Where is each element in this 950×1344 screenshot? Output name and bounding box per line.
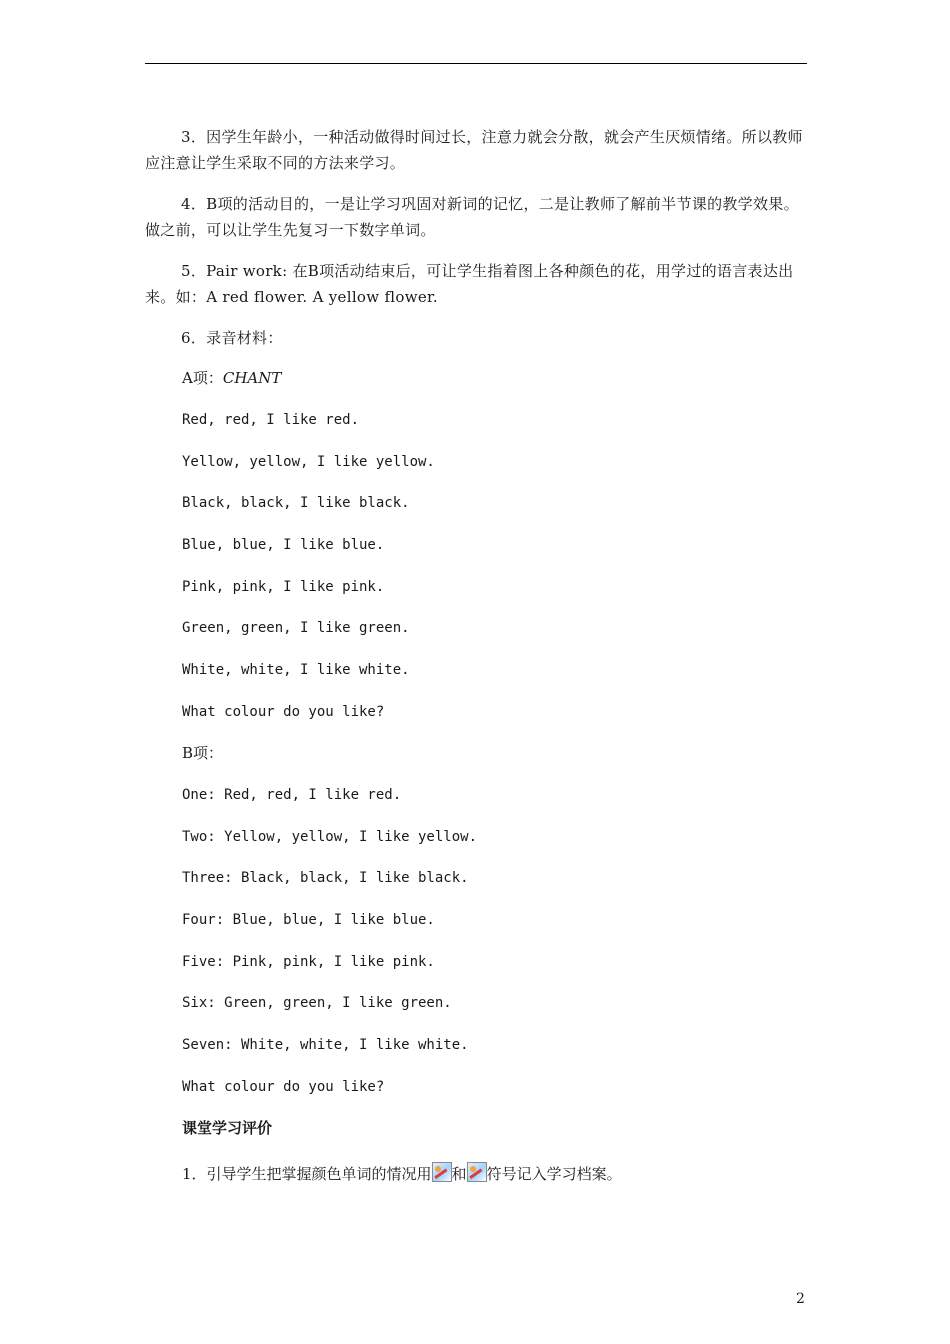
section-a-title: CHANT (222, 369, 282, 387)
evaluation-item-1 (182, 1162, 622, 1184)
chant-line: Red, red, I like red. (182, 412, 360, 428)
section-b-label: B项： (182, 744, 224, 762)
image-placeholder-icon (432, 1162, 452, 1182)
evaluation-item-1-text-c: 符号记入学习档案。 (486, 1165, 622, 1183)
evaluation-item-1-text-a: 1．引导学生把掌握颜色单词的情况用 (182, 1165, 432, 1183)
section-b-line: Six: Green, green, I like green. (182, 995, 452, 1011)
paragraph-3: 3．因学生年龄小，一种活动做得时间过长，注意力就会分散，就会产生厌烦情绪。所以教师应注意让学生采取不同的方法来学习。 (145, 128, 803, 172)
page-number: 2 (796, 1291, 805, 1307)
chant-line: White, white, I like white. (182, 662, 410, 678)
chant-line: Green, green, I like green. (182, 620, 410, 636)
chant-line: What colour do you like? (182, 704, 385, 720)
section-b-line: Four: Blue, blue, I like blue. (182, 912, 435, 928)
section-b-line: Three: Black, black, I like black. (182, 870, 469, 886)
section-b-line: Five: Pink, pink, I like pink. (182, 954, 435, 970)
section-a-label: A项： (182, 369, 223, 387)
chant-line: Pink, pink, I like pink. (182, 579, 385, 595)
section-a-heading (182, 368, 281, 388)
chant-line: Yellow, yellow, I like yellow. (182, 454, 435, 470)
evaluation-heading: 课堂学习评价 (182, 1119, 273, 1137)
paragraph-6: 6．录音材料： (181, 329, 283, 347)
section-b-line: Two: Yellow, yellow, I like yellow. (182, 829, 478, 845)
image-placeholder-icon (467, 1162, 487, 1182)
header-rule (145, 63, 807, 64)
section-b-line: Seven: White, white, I like white. (182, 1037, 469, 1053)
paragraph-5: 5．Pair work: 在B项活动结束后，可让学生指着图上各种颜色的花，用学过的语言表达出来。如：A red flower. A yellow flower. (145, 262, 794, 306)
chant-line: Blue, blue, I like blue. (182, 537, 385, 553)
evaluation-item-1-text-b: 和 (451, 1165, 467, 1183)
section-b-line: One: Red, red, I like red. (182, 787, 402, 803)
chant-line: Black, black, I like black. (182, 495, 410, 511)
paragraph-4: 4．B项的活动目的，一是让学习巩固对新词的记忆，二是让教师了解前半节课的教学效果。做之前，可以让学生先复习一下数字单词。 (145, 195, 799, 239)
section-b-line: What colour do you like? (182, 1079, 385, 1095)
